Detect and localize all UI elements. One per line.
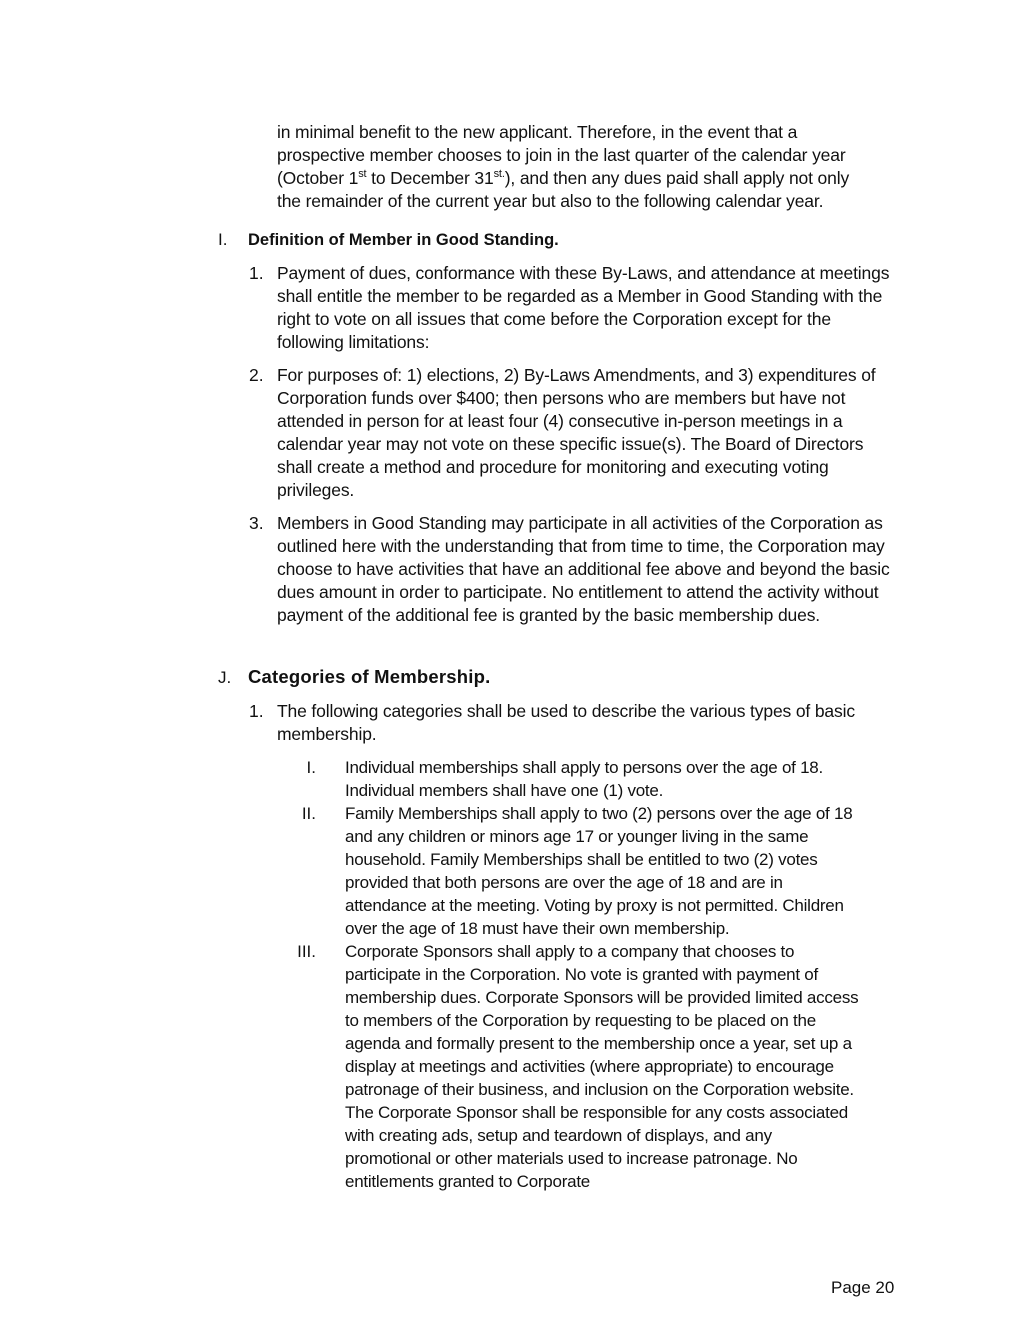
intro-line: (October 1st to December $31^{st.}$), and then any dues paid shall apply not only (277, 168, 850, 188)
section-i-item-3-number: 3. (249, 513, 264, 533)
section-i-item-2-number: 2. (249, 365, 264, 385)
subitem-1-number: I. (306, 758, 316, 777)
section-i-letter: I. (218, 230, 228, 249)
page-number: Page 20 (831, 1278, 895, 1297)
subitem-3-number: III. (297, 942, 316, 961)
section-i-item-3-text: Members in Good Standing may participate in all activities of the Corporation as outlined here with the understanding that from time to time, the Corporation may choose to have activities that have an additional fee above and beyond the basic dues amount in order to participate. No entitlement to attend the activity without payment of the additional fee is granted by the basic membership dues. (277, 513, 890, 625)
intro-line: the remainder of the current year but also to the following calendar year. (277, 191, 824, 211)
section-i-item-1-number: 1. (249, 263, 264, 283)
section-j-item-1-text: The following categories shall be used to describe the various types of basic membership. (277, 701, 855, 744)
intro-line: prospective member chooses to join in the last quarter of the calendar year (277, 145, 846, 165)
section-i-item-1-text: Payment of dues, conformance with these By-Laws, and attendance at meetings shall entitle the member to be regarded as a Member in Good Standing with the right to vote on all issues that come before the Corporation except for the following limitations: (277, 263, 890, 352)
subitem-2-number: II. (301, 804, 316, 823)
section-j-letter: J. (218, 668, 232, 687)
section-i-title: Definition of Member in Good Standing. (248, 231, 559, 249)
section-j-title: Categories of Membership. (248, 666, 491, 687)
subitem-2-text: Family Memberships shall apply to two (2) persons over the age of 18 and any children or minors age 17 or younger living in the same household. Family Memberships shall be entitled to two (2) votes provided that both persons are over the age of 18 and are in attendance at the meeting. Voting by proxy is not permitted. Children over the age of 18 must have their own membership. (345, 804, 853, 938)
subitem-3-text: Corporate Sponsors shall apply to a company that chooses to participate in the Corporation. No vote is granted with payment of membership dues. Corporate Sponsors will be provided limited access to members of the Corporation by requesting to be placed on the agenda and formally present to the membership once a year, set up a display at meetings and activities (where appropriate) to encourage patronage of their business, and inclusion on the Corporation website. The Corporate Sponsor shall be responsible for any costs associated with creating ads, setup and teardown of displays, and any promotional or other materials used to increase patronage. No entitlements granted to Corporate (345, 942, 859, 1191)
section-j-heading (218, 666, 490, 688)
subitem-1-text: Individual memberships shall apply to persons over the age of 18. Individual members shall have one (1) vote. (345, 758, 823, 800)
intro-paragraph (277, 121, 917, 213)
intro-line: in minimal benefit to the new applicant. Therefore, in the event that a (277, 122, 798, 142)
section-j-item-1-number: 1. (249, 701, 264, 721)
section-i-item-2-text: For purposes of: 1) elections, 2) By-Laws Amendments, and 3) expenditures of Corporation funds over $400; then persons who are members but have not attended in person for at least four (4) consecutive in-person meetings in a calendar year may not vote on these specific issue(s). The Board of Directors shall create a method and procedure for monitoring and executing voting privileges. (277, 365, 876, 500)
section-i-heading (218, 230, 559, 250)
